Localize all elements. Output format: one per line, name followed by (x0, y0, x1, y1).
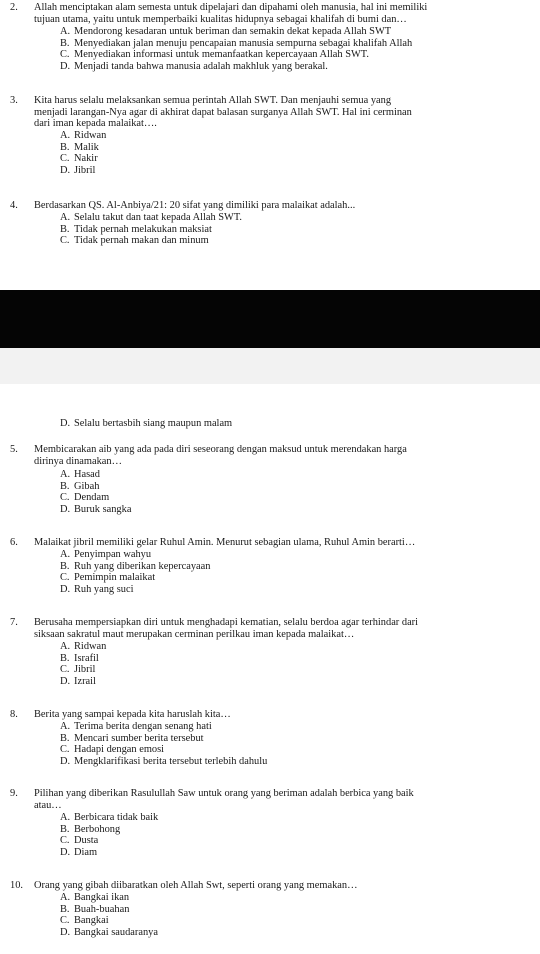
option-text: Selalu takut dan taat kepada Allah SWT. (74, 212, 243, 223)
option-text: Jibril (74, 664, 96, 676)
option-text: Buah-buahan (74, 903, 130, 915)
answer-option[interactable] (60, 224, 212, 236)
question-number: 3. (10, 95, 18, 106)
question-number: 9. (10, 788, 18, 799)
option-letter: B. (60, 37, 70, 49)
option-text: Penyimpan wahyu (74, 549, 152, 560)
option-text: Terima berita dengan senang hati (74, 721, 212, 732)
answer-option[interactable] (60, 130, 106, 142)
option-text: Nakir (74, 153, 98, 165)
option-letter: A. (60, 212, 71, 223)
answer-option[interactable] (60, 61, 328, 73)
option-letter: A. (60, 721, 71, 732)
option-text: Bangkai ikan (74, 892, 130, 903)
answer-option[interactable] (60, 756, 267, 768)
option-letter: D. (60, 165, 71, 177)
answer-option[interactable] (60, 504, 131, 516)
question-number: 5. (10, 444, 18, 455)
option-text: Bangkai (74, 915, 109, 927)
answer-option[interactable] (60, 927, 158, 939)
answer-option[interactable] (60, 572, 155, 584)
question-text-line: dari iman kepada malaikat…. (34, 118, 157, 130)
answer-option[interactable] (60, 142, 99, 154)
answer-option[interactable] (60, 812, 158, 824)
answer-option[interactable] (60, 26, 391, 38)
option-letter: D. (60, 676, 71, 688)
question-number: 6. (10, 537, 18, 548)
option-text: Ruh yang suci (74, 584, 134, 596)
option-text: Gibah (74, 480, 100, 492)
question-number: 7. (10, 617, 18, 628)
question-number: 8. (10, 709, 18, 720)
option-text: Berbohong (74, 823, 121, 835)
option-letter: A. (60, 892, 71, 903)
option-letter: D. (60, 847, 71, 859)
question-text-line: Pilihan yang diberikan Rasulullah Saw untuk orang yang beriman adalah berbica yang baik (34, 788, 414, 799)
answer-option[interactable] (60, 721, 212, 733)
option-text: Menyediakan informasi untuk memanfaatkan kepercayaan Allah SWT. (74, 49, 369, 61)
option-letter: C. (60, 664, 70, 676)
option-letter: C. (60, 915, 70, 927)
option-letter: D. (60, 927, 71, 939)
option-letter: A. (60, 641, 71, 652)
question-text-line: Orang yang gibah diibaratkan oleh Allah Swt, seperti orang yang memakan… (34, 880, 358, 891)
option-text: Diam (74, 847, 98, 859)
option-letter: B. (60, 903, 70, 915)
option-letter: D. (60, 756, 71, 768)
question-text-line: Membicarakan aib yang ada pada diri seseorang dengan maksud untuk merendakan harga (34, 444, 407, 455)
answer-option[interactable] (60, 212, 242, 224)
question-text-line: Berusaha mempersiapkan diri untuk menghadapi kematian, selalu berdoa agar terhindar dari (34, 617, 419, 628)
option-letter: B. (60, 732, 70, 744)
question-text-line: tujuan utama, yaitu untuk memperbaiki kualitas hidupnya sebagai khalifah di bumi dan… (34, 13, 407, 25)
option-text: Jibril (74, 165, 96, 177)
gray-band (0, 348, 540, 384)
option-letter: A. (60, 26, 71, 37)
answer-option[interactable] (60, 847, 97, 859)
option-letter: D. (60, 61, 71, 73)
answer-option[interactable] (60, 49, 369, 61)
answer-option[interactable] (60, 549, 151, 561)
option-letter: D. (60, 584, 71, 596)
option-text: Bangkai saudaranya (74, 927, 158, 939)
answer-option[interactable] (60, 664, 95, 676)
option-text: Tidak pernah melakukan maksiat (74, 223, 212, 235)
option-text: Ridwan (74, 641, 107, 652)
answer-option[interactable] (60, 676, 96, 688)
answer-option[interactable] (60, 469, 100, 481)
option-text: Malik (74, 141, 99, 153)
question-text-line: dirinya dinamakan… (34, 455, 123, 467)
question-number: 2. (10, 2, 18, 13)
option-text: Ridwan (74, 130, 107, 141)
option-letter: D. (60, 504, 71, 516)
answer-option[interactable] (60, 481, 99, 493)
option-letter: C. (60, 572, 70, 584)
question-text-line: atau… (34, 799, 62, 811)
option-text: Tidak pernah makan dan minum (74, 235, 209, 247)
option-text: Berbicara tidak baik (74, 812, 159, 823)
answer-option[interactable] (60, 835, 98, 847)
answer-option[interactable] (60, 744, 164, 756)
answer-option[interactable] (60, 904, 129, 916)
answer-option[interactable] (60, 418, 232, 430)
question-text-line: menjadi larangan-Nya agar di akhirat dapat balasan surganya Allah SWT. Hal ini cerminan (34, 106, 412, 118)
answer-option[interactable] (60, 733, 204, 745)
option-text: Israfil (74, 652, 99, 664)
answer-option[interactable] (60, 38, 412, 50)
option-text: Buruk sangka (74, 504, 132, 516)
answer-option[interactable] (60, 892, 129, 904)
option-letter: A. (60, 549, 71, 560)
option-letter: B. (60, 823, 70, 835)
question-text-line: siksaan sakratul maut merupakan cerminan perilkau iman kepada malaikat… (34, 628, 355, 640)
answer-option[interactable] (60, 641, 106, 653)
question-text-line: Malaikat jibril memiliki gelar Ruhul Amin. Menurut sebagian ulama, Ruhul Amin berarti… (34, 537, 416, 548)
question-text-line: Kita harus selalu melaksankan semua perintah Allah SWT. Dan menjauhi semua yang (34, 95, 392, 106)
option-text: Pemimpin malaikat (74, 572, 156, 584)
option-letter: B. (60, 141, 70, 153)
option-text: Menjadi tanda bahwa manusia adalah makhluk yang berakal. (74, 61, 328, 73)
black-band (0, 290, 540, 348)
answer-option[interactable] (60, 584, 133, 596)
option-letter: C. (60, 49, 70, 61)
option-letter: C. (60, 153, 70, 165)
option-text: Hadapi dengan emosi (74, 744, 165, 756)
answer-option[interactable] (60, 824, 120, 836)
option-text: Mengklarifikasi berita tersebut terlebih dahulu (74, 756, 268, 768)
option-letter: A. (60, 130, 71, 141)
option-text: Izrail (74, 676, 96, 688)
option-text: Selalu bertasbih siang maupun malam (74, 418, 233, 429)
option-text: Ruh yang diberikan kepercayaan (74, 560, 211, 572)
option-letter: C. (60, 492, 70, 504)
question-text-line: Berdasarkan QS. Al-Anbiya/21: 20 sifat yang dimiliki para malaikat adalah... (34, 200, 356, 211)
option-text: Mendorong kesadaran untuk beriman dan semakin dekat kepada Allah SWT (74, 26, 392, 37)
option-text: Menyediakan jalan menuju pencapaian manusia sempurna sebagai khalifah Allah (74, 37, 413, 49)
answer-option[interactable] (60, 915, 109, 927)
option-letter: A. (60, 469, 71, 480)
option-text: Mencari sumber berita tersebut (74, 732, 204, 744)
question-number: 10. (10, 880, 23, 891)
question-text-line: Berita yang sampai kepada kita haruslah kita… (34, 709, 231, 720)
question-text-line: Allah menciptakan alam semesta untuk dipelajari dan dipahami oleh manusia, hal ini memiliki (34, 2, 428, 13)
answer-option[interactable] (60, 235, 209, 247)
answer-option[interactable] (60, 153, 98, 165)
option-letter: B. (60, 560, 70, 572)
option-letter: C. (60, 235, 70, 247)
option-letter: A. (60, 812, 71, 823)
option-letter: D. (60, 418, 71, 429)
option-text: Hasad (74, 469, 100, 480)
answer-option[interactable] (60, 653, 99, 665)
option-text: Dendam (74, 492, 110, 504)
answer-option[interactable] (60, 561, 210, 573)
option-letter: C. (60, 744, 70, 756)
option-letter: B. (60, 223, 70, 235)
question-number: 4. (10, 200, 18, 211)
option-letter: B. (60, 652, 70, 664)
answer-option[interactable] (60, 165, 95, 177)
answer-option[interactable] (60, 492, 109, 504)
option-letter: B. (60, 480, 70, 492)
option-letter: C. (60, 835, 70, 847)
option-text: Dusta (74, 835, 99, 847)
